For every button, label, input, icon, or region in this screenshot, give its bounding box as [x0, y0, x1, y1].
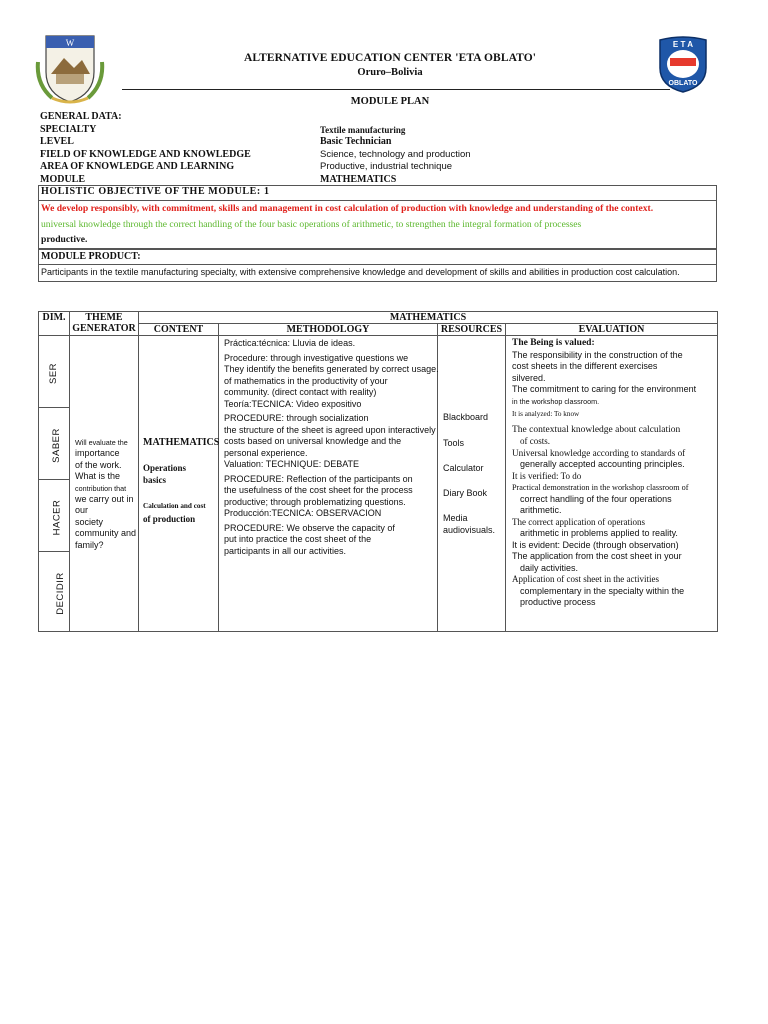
- objective-line-red: We develop responsibly, with commitment, skills and management in cost calculation of production with knowledge and understanding of the context.: [41, 203, 654, 214]
- resources-list: [443, 412, 505, 536]
- methodology-line: personal experience.: [224, 447, 308, 458]
- label-specialty: SPECIALTY: [40, 123, 97, 135]
- header-content: [139, 324, 219, 336]
- dim-saber-label: SABER: [50, 427, 62, 463]
- header-theme-label: THEME GENERATOR: [72, 312, 136, 334]
- eval-line: The commitment to caring for the environment: [512, 384, 697, 394]
- dim-hacer-label: HACER: [51, 499, 63, 535]
- eval-line: silvered.: [512, 372, 546, 383]
- resource-item: Calculator: [443, 463, 484, 473]
- methodology-line: of mathematics in the productivity of your: [224, 375, 388, 386]
- content-prod: of production: [143, 514, 196, 524]
- svg-text:W: W: [65, 38, 75, 48]
- value-area: Productive, industrial technique: [320, 161, 453, 172]
- eval-line: The contextual knowledge about calculation: [512, 424, 681, 435]
- methodology-line: They identify the benefits generated by correct usage.: [224, 364, 439, 374]
- content-ops-1: Operations: [143, 463, 187, 473]
- resource-item: Blackboard: [443, 412, 489, 422]
- methodology-line: PROCEDURE: through socialization: [224, 413, 369, 423]
- product-text: Participants in the textile manufacturing specialty, with extensive comprehensive knowledge and development of skills and abilities in production cost calculation.: [41, 267, 680, 277]
- methodology-line: costs based on universal knowledge and the: [224, 436, 402, 446]
- page-title: MODULE PLAN: [350, 96, 430, 107]
- value-field: Science, technology and production: [320, 148, 471, 160]
- methodology-line: PROCEDURE: We observe the capacity of: [224, 522, 395, 533]
- dim-ser: [39, 336, 70, 408]
- eta-oblato-badge-icon: [654, 34, 712, 94]
- theme-line: community and: [75, 528, 137, 538]
- dim-decidir: [39, 552, 70, 632]
- dim-decidir-label: DECIDIR: [54, 571, 66, 615]
- theme-line: Will evaluate the: [75, 438, 128, 447]
- value-module: MATHEMATICS: [320, 173, 397, 185]
- header-resources: [438, 324, 506, 336]
- eval-line: The Being is valued:: [512, 338, 595, 348]
- theme-line: our: [75, 505, 89, 515]
- eval-line: of costs.: [520, 436, 550, 446]
- value-specialty: Textile manufacturing: [320, 124, 406, 135]
- theme-line: of the work.: [75, 459, 122, 470]
- objective-line-green: universal knowledge through the correct handling of the four basic operations of arithmetic, to strengthen the integral formation of processes: [41, 219, 582, 230]
- general-data-labels: [40, 111, 310, 186]
- header-methodology-label: METHODOLOGY: [286, 324, 370, 335]
- general-data-values: [320, 111, 620, 186]
- resource-item: Media: [443, 513, 468, 523]
- eval-line: daily activities.: [520, 562, 579, 573]
- header-mathematics: [139, 312, 718, 324]
- eval-line: The responsibility in the construction of the: [512, 349, 683, 360]
- dim-ser-label: SER: [48, 362, 60, 384]
- label-level: LEVEL: [40, 136, 74, 147]
- eval-line: arithmetic in problems applied to reality.: [520, 528, 678, 538]
- header-dim: [39, 312, 70, 336]
- value-level: Basic Technician: [320, 136, 392, 147]
- header-methodology: [219, 324, 438, 336]
- eval-line: generally accepted accounting principles.: [520, 459, 685, 469]
- theme-line: we carry out in: [75, 493, 134, 504]
- product-heading: MODULE PRODUCT:: [41, 251, 141, 262]
- header-content-label: CONTENT: [153, 324, 204, 335]
- eval-line: complementary in the specialty within the: [520, 585, 685, 596]
- resource-item: audiovisuals.: [443, 524, 496, 535]
- resource-item: Tools: [443, 438, 465, 448]
- objective-divider: [38, 200, 717, 201]
- label-field: FIELD OF KNOWLEDGE AND KNOWLEDGE: [40, 148, 251, 160]
- objective-line-end: productive.: [41, 234, 88, 245]
- methodology-line: the structure of the sheet is agreed upon interactively: [224, 424, 436, 435]
- label-area: AREA OF KNOWLEDGE AND LEARNING: [40, 161, 235, 172]
- header-resources-label: RESOURCES: [440, 324, 503, 335]
- badge-text-top: E T A: [672, 40, 694, 49]
- school-name: ALTERNATIVE EDUCATION CENTER 'ETA OBLATO': [243, 52, 537, 64]
- content-ops-2: basics: [143, 475, 167, 485]
- methodology-line: Procedure: through investigative questions we: [224, 352, 409, 363]
- eval-line: cost sheets in the different exercises: [512, 361, 658, 371]
- evaluation-text: [512, 338, 712, 609]
- dim-saber: [39, 408, 70, 480]
- theme-line: What is the: [75, 471, 121, 481]
- content-calc: Calculation and cost: [143, 502, 206, 510]
- eval-line: Practical demonstration in the workshop classroom of: [512, 483, 689, 492]
- header-dim-label: DIM.: [42, 312, 66, 323]
- eval-line: productive process: [520, 597, 596, 607]
- label-module: MODULE: [40, 173, 85, 185]
- methodology-line: Producción:TECNICA: OBSERVACION: [224, 508, 382, 518]
- eval-line: It is analyzed: To know: [512, 410, 580, 418]
- methodology-line: community. (direct contact with reality): [224, 387, 377, 397]
- header-evaluation-label: EVALUATION: [578, 324, 645, 335]
- methodology-line: PROCEDURE: Reflection of the participants on: [224, 473, 413, 484]
- methodology-line: Teoría:TECNICA: Video expositivo: [224, 398, 362, 409]
- theme-line: contribution that: [75, 483, 127, 493]
- header-mathematics-label: MATHEMATICS: [389, 312, 467, 323]
- header-evaluation: [506, 324, 718, 336]
- school-city: Oruro–Bolivia: [357, 67, 423, 78]
- theme-text: [75, 437, 141, 551]
- eval-line: The application from the cost sheet in your: [512, 551, 682, 561]
- theme-line: importance: [75, 448, 120, 458]
- eval-line: correct handling of the four operations: [520, 493, 672, 504]
- badge-text-bottom: OBLATO: [668, 80, 698, 87]
- methodology-line: productive; through problematizing questions.: [224, 496, 406, 507]
- methodology-line: put into practice the cost sheet of the: [224, 534, 372, 544]
- header-theme: [70, 312, 139, 336]
- resource-item: Diary Book: [443, 488, 488, 498]
- objective-heading: HOLISTIC OBJECTIVE OF THE MODULE: 1: [41, 186, 270, 197]
- eval-line: Application of cost sheet in the activities: [512, 574, 659, 584]
- product-divider: [38, 264, 717, 265]
- header-divider: [122, 89, 670, 90]
- eval-line: in the workshop classroom.: [512, 396, 600, 406]
- theme-line: family?: [75, 539, 104, 550]
- methodology-line: participants in all our activities.: [224, 545, 347, 556]
- eval-line: Universal knowledge according to standards of: [512, 447, 686, 458]
- school-crest-icon: [34, 32, 106, 106]
- eval-line: It is verified: To do: [512, 470, 582, 481]
- eval-line: It is evident: Decide (through observation): [512, 539, 679, 550]
- methodology-line: the usefulness of the cost sheet for the process: [224, 485, 413, 495]
- general-data-heading: GENERAL DATA:: [40, 111, 122, 122]
- methodology-line: Valuation: TECHNIQUE: DEBATE: [224, 459, 360, 469]
- methodology-text: [224, 338, 439, 557]
- eval-line: The correct application of operations: [512, 516, 645, 527]
- dim-hacer: [39, 480, 70, 552]
- eval-line: arithmetic.: [520, 505, 562, 515]
- methodology-line: Práctica:técnica: Lluvia de ideas.: [224, 338, 356, 348]
- content-title: MATHEMATICS: [143, 437, 220, 448]
- value-blank: [320, 111, 620, 124]
- theme-line: society: [75, 516, 104, 527]
